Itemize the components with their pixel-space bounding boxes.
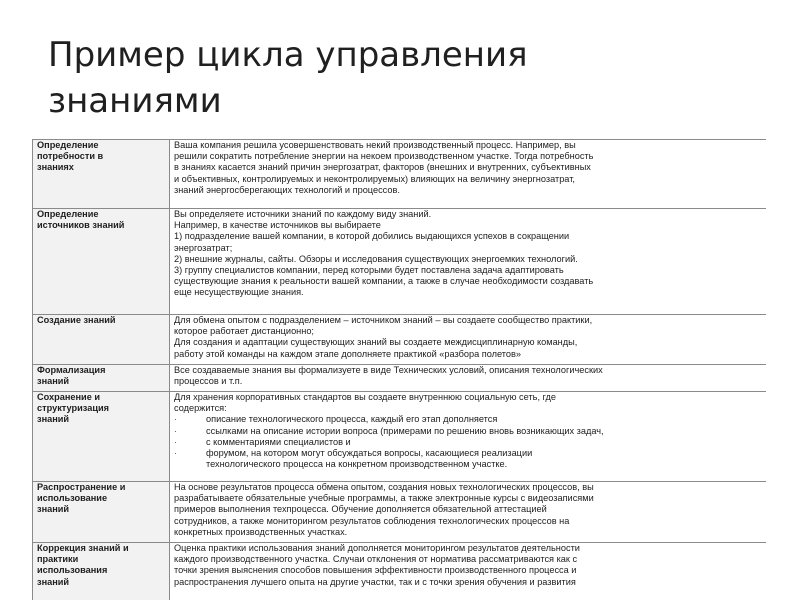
table-row <box>33 365 767 392</box>
description-line: разрабатываете обязательные учебные программы, а также электронные курсы с видеозаписями <box>174 493 594 504</box>
stage-label: Распространение и <box>37 482 126 492</box>
stage-label: Определение <box>37 140 99 150</box>
stage-label: Формализация <box>37 365 106 375</box>
description-cell <box>170 315 767 365</box>
stage-label: знаний <box>37 576 70 587</box>
description-cell <box>170 209 767 315</box>
description-line: форумом, на котором могут обсуждаться вопросы, касающиеся реализации <box>206 448 533 459</box>
description-line: процессов и т.п. <box>174 376 243 387</box>
description-line: Например, в качестве источников вы выбираете <box>174 220 381 231</box>
description-line: которое работает дистанционно; <box>174 326 314 337</box>
bullet-icon: · <box>174 414 178 425</box>
stage-cell <box>33 315 170 365</box>
table-row <box>33 392 767 482</box>
stage-label: знаниях <box>37 162 74 173</box>
bullet-icon: · <box>174 436 178 447</box>
page-title-line-2: знаниями <box>48 81 222 121</box>
stage-cell <box>33 392 170 482</box>
description-line: Для создания и адаптации существующих знаний вы создаете междисциплинарную команды, <box>174 337 578 348</box>
description-line: Все создаваемые знания вы формализуете в виде Технических условий, описания технологических <box>174 365 603 375</box>
description-line: энергозатрат; <box>174 242 233 253</box>
description-cell <box>170 392 767 482</box>
description-cell <box>170 482 767 543</box>
description-cell <box>170 365 767 392</box>
description-line: существующие знания к реальности вашей компании, а также в случае необходимости создавать <box>174 276 594 287</box>
description-line: каждого производственного участка. Случаи отклонения от норматива рассматриваются как с <box>174 554 578 565</box>
stage-label: практики <box>37 554 79 565</box>
bullet-icon: · <box>174 448 178 459</box>
stage-label: знаний <box>37 414 70 425</box>
stage-label: источников знаний <box>37 220 125 231</box>
description-line: описание технологического процесса, каждый его этап дополняется <box>206 414 498 425</box>
description-line: содержится: <box>174 403 227 414</box>
stage-label: Коррекция знаний и <box>37 543 129 553</box>
stage-label: знаний <box>37 376 70 387</box>
description-line: знаний энергосберегающих технологий и процессов. <box>174 184 400 195</box>
stage-label: использование <box>37 493 108 504</box>
description-cell <box>170 140 767 209</box>
table-row <box>33 140 767 209</box>
stage-cell <box>33 543 170 600</box>
table-row <box>33 482 767 543</box>
stage-cell <box>33 365 170 392</box>
stage-cell <box>33 209 170 315</box>
description-cell <box>170 543 767 600</box>
stage-cell <box>33 140 170 209</box>
description-line: 3) группу специалистов компании, перед которыми будет поставлена задача адаптировать <box>174 265 564 276</box>
description-line: Ваша компания решила усовершенствовать некий производственный процесс. Например, вы <box>174 140 576 150</box>
page-title-line-1: Пример цикла управления <box>48 35 528 75</box>
stage-label: использования <box>37 565 108 576</box>
table-row <box>33 315 767 365</box>
table-row <box>33 209 767 315</box>
bullet-icon: · <box>174 425 178 436</box>
stage-cell <box>33 482 170 543</box>
description-line: Для хранения корпоративных стандартов вы создаете внутреннюю социальную сеть, где <box>174 392 556 402</box>
table-row <box>33 543 767 600</box>
description-line: и объективных, контролируемых и неконтролируемых) влияющих на величину энергнозатрат, <box>174 173 575 184</box>
stage-label: структуризация <box>37 403 109 414</box>
description-line: решили сократить потребление энергии на некоем производственном участке. Тогда потребность <box>174 151 594 162</box>
description-line: работу этой команды на каждом этапе дополняете практикой «разбора полетов» <box>174 348 522 359</box>
description-line: конкретных производственных участках. <box>174 526 348 537</box>
description-line: точки зрения выяснения способов повышения эффективности производственного процесса и <box>174 565 577 576</box>
stage-label: Сохранение и <box>37 392 101 402</box>
description-line: примеров выполнения техпроцесса. Обучение дополняется обязательной аттестацией <box>174 504 547 515</box>
knowledge-cycle-table-wrap <box>32 139 766 600</box>
description-line: ссылками на описание истории вопроса (примерами по решению вновь возникающих задач, <box>206 425 604 436</box>
stage-label: Определение <box>37 209 99 219</box>
description-line: сотрудников, а также мониторингом результатов соблюдения технологических процессов на <box>174 515 570 526</box>
description-line: с комментариями специалистов и <box>206 436 351 447</box>
knowledge-cycle-table <box>32 139 766 600</box>
description-line: в знаниях касается знаний причин энергозатрат, факторов (внешних и внутренних, субъективных <box>174 162 591 173</box>
description-line: Для обмена опытом с подразделением – источником знаний – вы создаете сообщество практики, <box>174 315 593 325</box>
page-title <box>48 32 768 124</box>
description-line: распространения лучшего опыта на другие участки, так и с точки зрения обучения и развития <box>174 576 576 587</box>
stage-label: Создание знаний <box>37 315 116 325</box>
description-line: 1) подразделение вашей компании, в которой добились выдающихся успехов в сокращении <box>174 231 570 242</box>
description-line: 2) внешние журналы, сайты. Обзоры и исследования существующих энергоемких технологий. <box>174 253 578 264</box>
stage-label: знаний <box>37 504 70 515</box>
stage-label: потребности в <box>37 151 104 162</box>
description-line: Вы определяете источники знаний по каждому виду знаний. <box>174 209 432 219</box>
description-line: еще несуществующие знания. <box>174 287 304 298</box>
description-line: технологического процесса на конкретном производственном участке. <box>206 459 508 470</box>
description-line: Оценка практики использования знаний дополняется мониторингом результатов деятельности <box>174 543 580 553</box>
description-line: На основе результатов процесса обмена опытом, создания новых технологических процессов, вы <box>174 482 594 492</box>
